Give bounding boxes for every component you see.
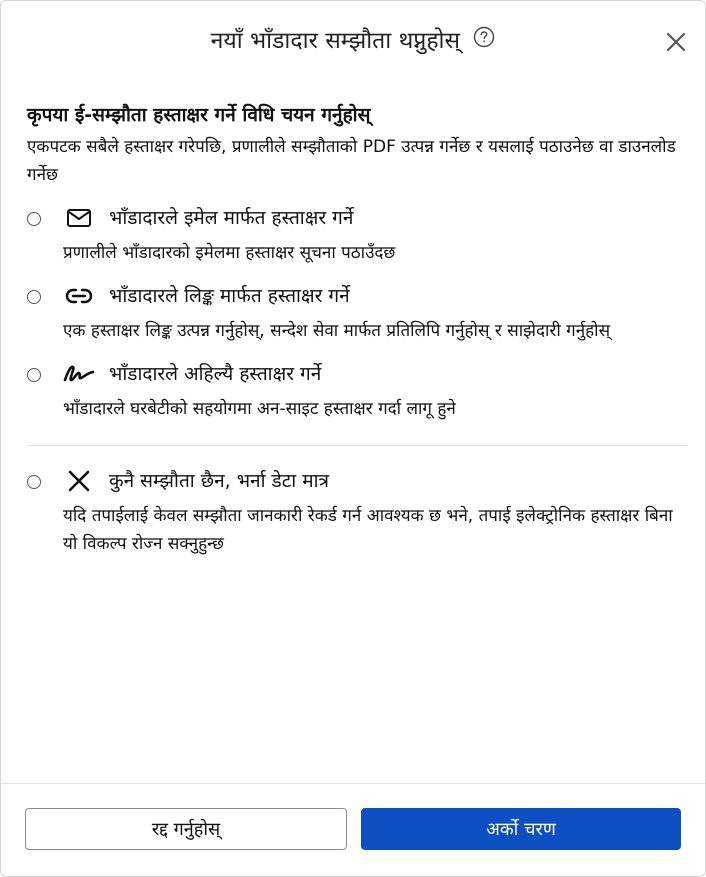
option-title-row [63,359,687,389]
option-title-row [63,281,687,311]
option-description: एक हस्ताक्षर लिङ्क उत्पन्न गर्नुहोस्, सन्देश सेवा मार्फत प्रतिलिपि गर्नुहोस् र साझेदारी गर्नुहोस् [63,321,611,341]
option-sign-by-link[interactable] [27,281,687,345]
option-title: भाँडादारले अहिल्यै हस्ताक्षर गर्ने [109,363,322,385]
option-description: यदि तपाईलाई केवल सम्झौता जानकारी रेकर्ड गर्न आवश्यक छ भने, तपाई इलेक्ट्रोनिक हस्ताक्षर बिना यो विकल्प रोज्न सक्नुहुन्छ [63,506,673,554]
option-no-agreement[interactable] [27,466,687,558]
link-icon [63,284,95,308]
dialog-header [1,1,705,81]
section-heading: कृपया ई-सम्झौता हस्ताक्षर गर्ने विधि चयन गर्नुहोस् [27,104,371,126]
dialog-content [27,101,687,558]
options-divider [27,445,687,446]
option-title: भाँडादारले इमेल मार्फत हस्ताक्षर गर्ने [109,207,354,229]
dialog-title-row [1,23,705,55]
next-step-button[interactable]: अर्को चरण [361,808,681,850]
option-title: कुनै सम्झौता छैन, भर्ना डेटा मात्र [109,470,330,492]
radio-sign-now[interactable] [27,368,41,382]
radio-sign-by-email[interactable] [27,212,41,226]
option-sign-by-email[interactable] [27,203,687,267]
radio-sign-by-link[interactable] [27,290,41,304]
option-description: भाँडादारले घरबेटीको सहयोगमा अन-साइट हस्ताक्षर गर्दा लागू हुने [63,399,456,419]
envelope-icon [63,206,95,230]
option-title-row [63,466,687,496]
help-circle-icon[interactable] [473,26,495,54]
x-mark-icon [63,469,95,493]
dialog-title: नयाँ भाँडादार सम्झौता थप्नुहोस् [210,28,461,54]
option-description: प्रणालीले भाँडादारको इमेलमा हस्ताक्षर सूचना पठाउँदछ [63,243,396,263]
dialog-footer [1,783,705,876]
signing-method-options [27,203,687,558]
radio-no-agreement[interactable] [27,475,41,489]
option-title: भाँडादारले लिङ्क मार्फत हस्ताक्षर गर्ने [109,285,350,307]
option-sign-now[interactable] [27,359,687,423]
signature-icon [63,362,95,386]
section-description: एकपटक सबैले हस्ताक्षर गरेपछि, प्रणालीले सम्झौताको PDF उत्पन्न गर्नेछ र यसलाई पठाउनेछ वा डाउनलोड गर्नेछ [27,137,676,185]
close-icon[interactable] [665,31,687,53]
option-title-row [63,203,687,233]
cancel-button[interactable]: रद्द गर्नुहोस् [25,808,347,850]
